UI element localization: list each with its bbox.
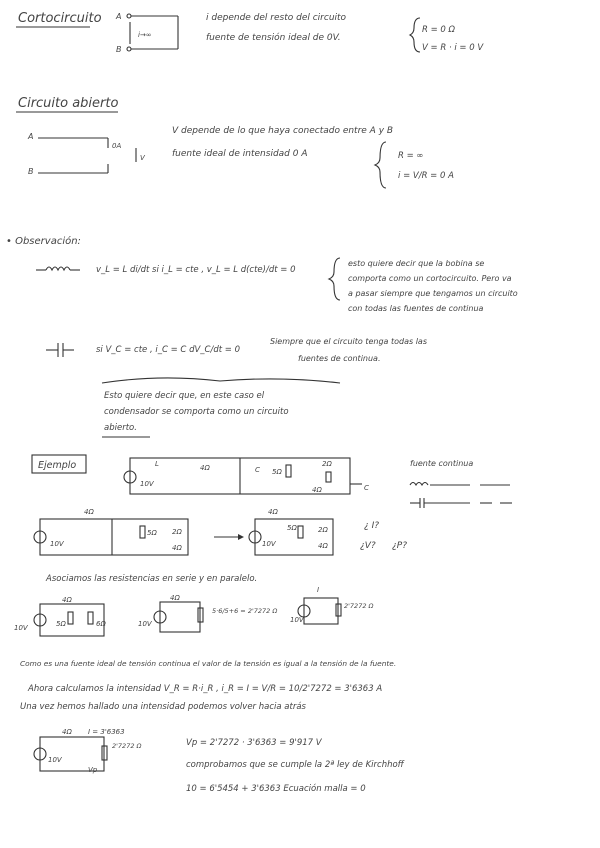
inductor-equation: v_L = L di/dt si i_L = cte , v_L = L d(cte)/dt = 0 [96, 265, 296, 275]
brace [410, 18, 420, 52]
kirchhoff-note: comprobamos que se cumple la 2ª ley de Kirchhoff [186, 760, 404, 770]
source-voltage: 10V [290, 616, 304, 624]
terminal-a-label: A [28, 132, 34, 141]
equivalent-resistance: 2'7272 Ω [344, 602, 374, 610]
r4-label: 2Ω [172, 528, 182, 536]
terminal-a-label: A [116, 12, 122, 21]
capacitor-note-1: Siempre que el circuito tenga todas las [270, 337, 427, 346]
equivalent-resistance-calc: 5·6/5+6 = 2'7272 Ω [212, 607, 278, 615]
source-voltage: 10V [50, 540, 64, 548]
assoc-circuit-3 [290, 586, 374, 624]
inductor-note-1: esto quiere decir que la bobina se [348, 259, 485, 268]
voltage-label: V [140, 154, 145, 162]
r1-label: 4Ω [62, 596, 72, 604]
asociacion-note: Asociamos las resistencias en serie y en paralelo. [46, 574, 258, 584]
terminal-b-label: B [116, 45, 122, 54]
inductor-note-2: comporta como un cortocircuito. Pero va [348, 274, 512, 283]
capacitor-box-1: Esto quiere decir que, en este caso el [104, 391, 265, 401]
section-title-circuito-abierto: Circuito abierto [18, 96, 119, 111]
simplified-circuit-2 [249, 508, 333, 555]
r1-label: 4Ω [84, 508, 94, 516]
current-label: I [317, 586, 320, 594]
example-circuit [124, 458, 369, 494]
capacitor-label: C [255, 466, 260, 474]
intensidad-calc: Ahora calculamos la intensidad V_R = R·i_R , i_R = I = V/R = 10/2'7272 = 3'6363 A [28, 684, 383, 694]
open-circuit-diagram [27, 132, 146, 176]
r1-label: 4Ω [268, 508, 278, 516]
inductor-note-4: con todas las fuentes de continua [348, 304, 484, 313]
volver-note: Una vez hemos hallado una intensidad podemos volver hacia atrás [20, 702, 306, 712]
cortocircuito-note-2: fuente de tensión ideal de 0V. [206, 33, 341, 43]
zero-amp-label: 0A [112, 142, 122, 150]
equivalent-resistance: 2'7272 Ω [112, 742, 142, 750]
source-voltage: 10V [138, 620, 152, 628]
kirchhoff-equation: 10 = 6'5454 + 3'6363 Ecuación malla = 0 [186, 784, 366, 794]
bracket [102, 378, 340, 383]
abierto-cond-2: i = V/R = 0 A [398, 171, 454, 181]
r3-label: 4Ω [318, 542, 328, 550]
inductor-symbol [36, 267, 80, 270]
r1-label: 4Ω [170, 594, 180, 602]
r4-label: 2Ω [318, 526, 328, 534]
inductor-note-3: a pasar siempre que tengamos un circuito [348, 289, 518, 298]
inductor-label: L [155, 460, 159, 468]
r2-label: 5Ω [147, 529, 157, 537]
fuente-continua-label: fuente continua [410, 459, 474, 468]
r3-label: 6Ω [96, 620, 106, 628]
simplified-circuit-1 [34, 508, 188, 555]
cortocircuito-note-1: i depende del resto del circuito [206, 13, 347, 23]
question-v: ¿V? [360, 541, 376, 551]
source-voltage: 10V [140, 480, 154, 488]
abierto-note-1: V depende de lo que haya conectado entre A y B [172, 126, 394, 136]
fuente-note: Como es una fuente ideal de tensión continua el valor de la tensión es igual a la tensión de la fuente. [20, 659, 397, 668]
r2-label: 5Ω [56, 620, 66, 628]
source-voltage: 10V [262, 540, 276, 548]
r3-label: 4Ω [172, 544, 182, 552]
equivalence-key [410, 483, 512, 509]
section-title-cortocircuito: Cortocircuito [18, 11, 102, 26]
terminal-b-label: B [28, 167, 34, 176]
r1-label: 4Ω [62, 728, 72, 736]
cortocircuito-cond-1: R = 0 Ω [422, 25, 456, 35]
assoc-circuit-1 [14, 596, 106, 636]
brace [375, 142, 386, 188]
abierto-cond-1: R = ∞ [398, 151, 424, 161]
source-voltage: 10V [48, 756, 62, 764]
r1-label: 4Ω [200, 464, 210, 472]
short-circuit-diagram [115, 12, 178, 54]
source-voltage: 10V [14, 624, 28, 632]
r4-label: 2Ω [322, 460, 332, 468]
capacitor-symbol [46, 343, 74, 357]
question-i: ¿ I? [364, 521, 380, 531]
capacitor-box-3: abierto. [104, 423, 137, 433]
current-value: I = 3'6363 [88, 728, 125, 736]
question-p: ¿P? [392, 541, 407, 551]
vp-calc: Vp = 2'7272 · 3'6363 = 9'917 V [186, 738, 322, 748]
cortocircuito-cond-2: V = R · i = 0 V [422, 43, 484, 53]
capacitor-label-2: C [364, 484, 369, 492]
r2-label: 5Ω [272, 468, 282, 476]
final-circuit [34, 728, 142, 774]
capacitor-equation: si V_C = cte , i_C = C dV_C/dt = 0 [96, 345, 240, 355]
current-mark: i→∞ [138, 31, 152, 39]
capacitor-box-2: condensador se comporta como un circuito [104, 407, 289, 417]
observacion-title: • Observación: [6, 236, 81, 247]
r2-label: 5Ω [287, 524, 297, 532]
abierto-note-2: fuente ideal de intensidad 0 A [172, 149, 308, 159]
brace [329, 258, 340, 300]
assoc-circuit-2 [138, 594, 277, 632]
vp-label: Vp [88, 766, 98, 774]
capacitor-note-2: fuentes de continua. [298, 354, 381, 363]
r3-label: 4Ω [312, 486, 322, 494]
ejemplo-title: Ejemplo [38, 460, 77, 471]
